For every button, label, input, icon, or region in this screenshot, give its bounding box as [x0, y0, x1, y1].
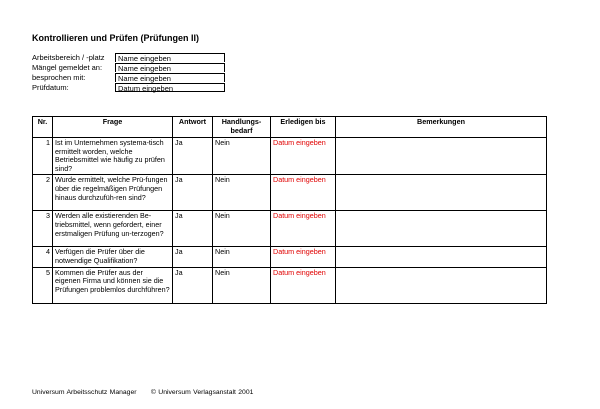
antwort-field[interactable]: Ja: [173, 267, 213, 303]
bemerkungen-field[interactable]: [336, 138, 547, 175]
header-frage: Frage: [53, 117, 173, 138]
row-nr: 3: [33, 211, 53, 247]
footer-product: Universum Arbeitsschutz Manager: [32, 389, 137, 396]
table-header-row: [33, 117, 547, 138]
table-row: [33, 211, 547, 247]
handlungsbedarf-field[interactable]: Nein: [213, 211, 271, 247]
row-frage: Werden alle existierenden Be-triebsmittel, wenn gefordert, einer erstmaligen Prüfung un-terzogen?: [53, 211, 173, 247]
bemerkungen-field[interactable]: [336, 267, 547, 303]
besprochen-mit-field[interactable]: Name eingeben: [115, 73, 225, 82]
header-antwort: Antwort: [173, 117, 213, 138]
meta-row-arbeitsbereich: [32, 52, 225, 62]
checklist-table: [32, 116, 547, 304]
table-row: [33, 247, 547, 267]
antwort-field[interactable]: Ja: [173, 175, 213, 211]
antwort-field[interactable]: Ja: [173, 138, 213, 175]
meta-label: Prüfdatum:: [32, 82, 69, 92]
table-row: [33, 138, 547, 175]
handlungsbedarf-field[interactable]: Nein: [213, 138, 271, 175]
meta-row-maengel: [32, 62, 225, 72]
page-footer: [32, 389, 253, 396]
meta-row-besprochen: [32, 72, 225, 82]
row-nr: 1: [33, 138, 53, 175]
header-bemerkungen: Bemerkungen: [336, 117, 547, 138]
erledigen-bis-field[interactable]: Datum eingeben: [271, 138, 336, 175]
bemerkungen-field[interactable]: [336, 247, 547, 267]
handlungsbedarf-field[interactable]: Nein: [213, 175, 271, 211]
row-nr: 2: [33, 175, 53, 211]
antwort-field[interactable]: Ja: [173, 211, 213, 247]
meta-block: [32, 52, 225, 92]
table-row: [33, 267, 547, 303]
handlungsbedarf-field[interactable]: Nein: [213, 247, 271, 267]
footer-copyright: © Universum Verlagsanstalt 2001: [150, 389, 254, 396]
meta-label: Arbeitsbereich / -platz: [32, 52, 105, 62]
row-nr: 4: [33, 247, 53, 267]
row-frage: Ist im Unternehmen systema-tisch ermittelt worden, welche Betriebsmittel wie häufig zu prüfen sind?: [53, 138, 173, 175]
meta-label: Mängel gemeldet an:: [32, 62, 103, 72]
row-nr: 5: [33, 267, 53, 303]
header-nr: Nr.: [33, 117, 53, 138]
erledigen-bis-field[interactable]: Datum eingeben: [271, 247, 336, 267]
handlungsbedarf-field[interactable]: Nein: [213, 267, 271, 303]
bemerkungen-field[interactable]: [336, 175, 547, 211]
header-handlungsbedarf: Handlungs-bedarf: [213, 117, 271, 138]
table-row: [33, 175, 547, 211]
bemerkungen-field[interactable]: [336, 211, 547, 247]
row-frage: Verfügen die Prüfer über die notwendige Qualifikation?: [53, 247, 173, 267]
antwort-field[interactable]: Ja: [173, 247, 213, 267]
erledigen-bis-field[interactable]: Datum eingeben: [271, 267, 336, 303]
row-frage: Wurde ermittelt, welche Prü-fungen über die regelmäßigen Prüfungen hinaus durchzufüh-ren sind?: [53, 175, 173, 211]
meta-label: besprochen mit:: [32, 72, 86, 82]
erledigen-bis-field[interactable]: Datum eingeben: [271, 211, 336, 247]
erledigen-bis-field[interactable]: Datum eingeben: [271, 175, 336, 211]
row-frage: Kommen die Prüfer aus der eigenen Firma und können sie die Prüfungen problemlos durchführen?: [53, 267, 173, 303]
arbeitsbereich-field[interactable]: Name eingeben: [115, 53, 225, 62]
maengel-gemeldet-field[interactable]: Name eingeben: [115, 63, 225, 72]
page-title: Kontrollieren und Prüfen (Prüfungen II): [32, 33, 199, 43]
pruefdatum-field[interactable]: Datum eingeben: [115, 83, 225, 92]
meta-row-pruefdatum: [32, 82, 225, 92]
header-erledigen: Erledigen bis: [271, 117, 336, 138]
